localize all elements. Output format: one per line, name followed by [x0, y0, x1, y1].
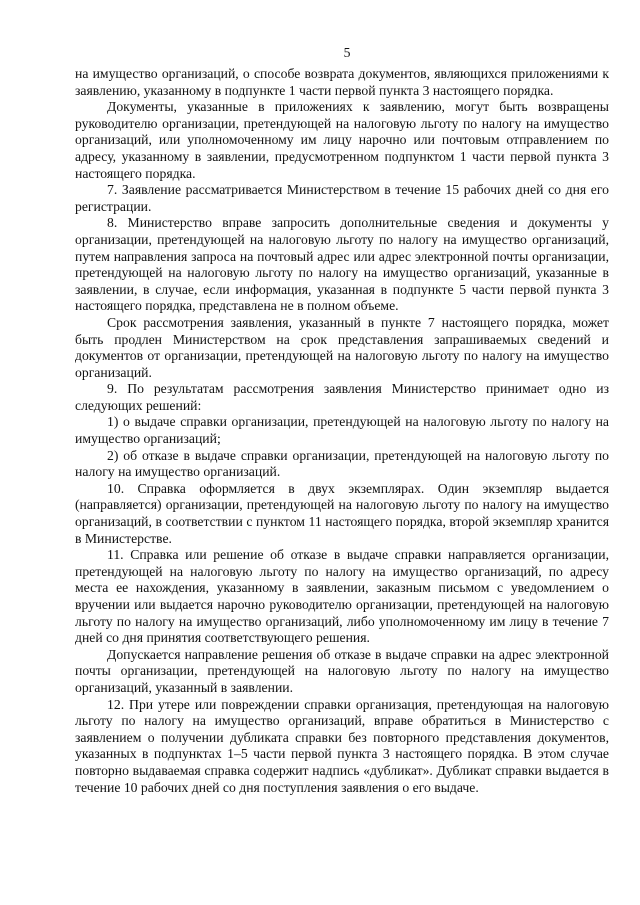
paragraph-item-12: 12. При утере или повреждении справки организация, претендующая на налоговую льготу по налогу на имущество организаций, вправе обратиться в Министерство с заявлением о получении дубликата справки без повторного представления документов, указанных в подпунктах 1–5 части первой пункта 3 настоящего порядка. В этом случае повторно выдаваемая справка содержит надпись «дубликат». Дубликат справки выдается в течение 10 рабочих дней со дня поступления заявления о его выдаче.	[75, 696, 609, 795]
page-number: 5	[343, 45, 351, 60]
paragraph-item-8: 8. Министерство вправе запросить дополнительные сведения и документы у организации, претендующей на налоговую льготу по налогу на имущество организаций, путем направления запроса на почтовый адрес или адрес электронной почты организации, претендующей на налоговую льготу по налогу на имущество организаций, указанные в заявлении, в случае, если информация, указанная в подпункте 5 части первой пункта 3 настоящего порядка, представлена не в полном объеме.	[75, 215, 609, 314]
paragraph-continuation: на имущество организаций, о способе возврата документов, являющихся приложениями к заявлению, указанному в подпункте 1 части первой пункта 3 настоящего порядка.	[75, 66, 609, 98]
paragraph-item-10: 10. Справка оформляется в двух экземплярах. Один экземпляр выдается (направляется) организации, претендующей на налоговую льготу по налогу на имущество организаций, в соответствии с пунктом 11 настоящего порядка, второй экземпляр хранится в Министерстве.	[75, 480, 609, 546]
paragraph-documents-return: Документы, указанные в приложениях к заявлению, могут быть возвращены руководителю организации, претендующей на налоговую льготу по налогу на имущество организаций, или уполномоченному им лицу нарочно или почтовым отправлением по адресу, указанному в заявлении, предусмотренном подпунктом 1 части первой пункта 3 настоящего порядка.	[75, 99, 609, 181]
paragraph-item-7: 7. Заявление рассматривается Министерством в течение 15 рабочих дней со дня его регистрации.	[75, 182, 609, 214]
paragraph-decision-1: 1) о выдаче справки организации, претендующей на налоговую льготу по налогу на имущество организаций;	[75, 414, 609, 447]
paragraph-item-11: 11. Справка или решение об отказе в выдаче справки направляется организации, претендующей на налоговую льготу по налогу на имущество организаций, по адресу места ее нахождения, указанному в заявлении, заказным письмом с уведомлением о вручении или выдается нарочно руководителю организации, претендующей на налоговую льготу по налогу на имущество организаций, либо уполномоченному им лицу в течение 7 дней со дня принятия соответствующего решения.	[75, 547, 609, 646]
paragraph-email-refusal: Допускается направление решения об отказе в выдаче справки на адрес электронной почты организации, претендующей на налоговую льготу по налогу на имущество организаций, указанный в заявлении.	[75, 646, 609, 695]
paragraph-review-term: Срок рассмотрения заявления, указанный в пункте 7 настоящего порядка, может быть продлен Министерством на срок представления запрашиваемых сведений и документов от организации, претендующей на налоговую льготу по налогу на имущество организаций.	[75, 314, 609, 380]
paragraph-item-9: 9. По результатам рассмотрения заявления Министерство принимает одно из следующих решений:	[75, 381, 609, 413]
paragraph-decision-2: 2) об отказе в выдаче справки организации, претендующей на налоговую льготу по налогу на имущество организаций.	[75, 447, 609, 480]
